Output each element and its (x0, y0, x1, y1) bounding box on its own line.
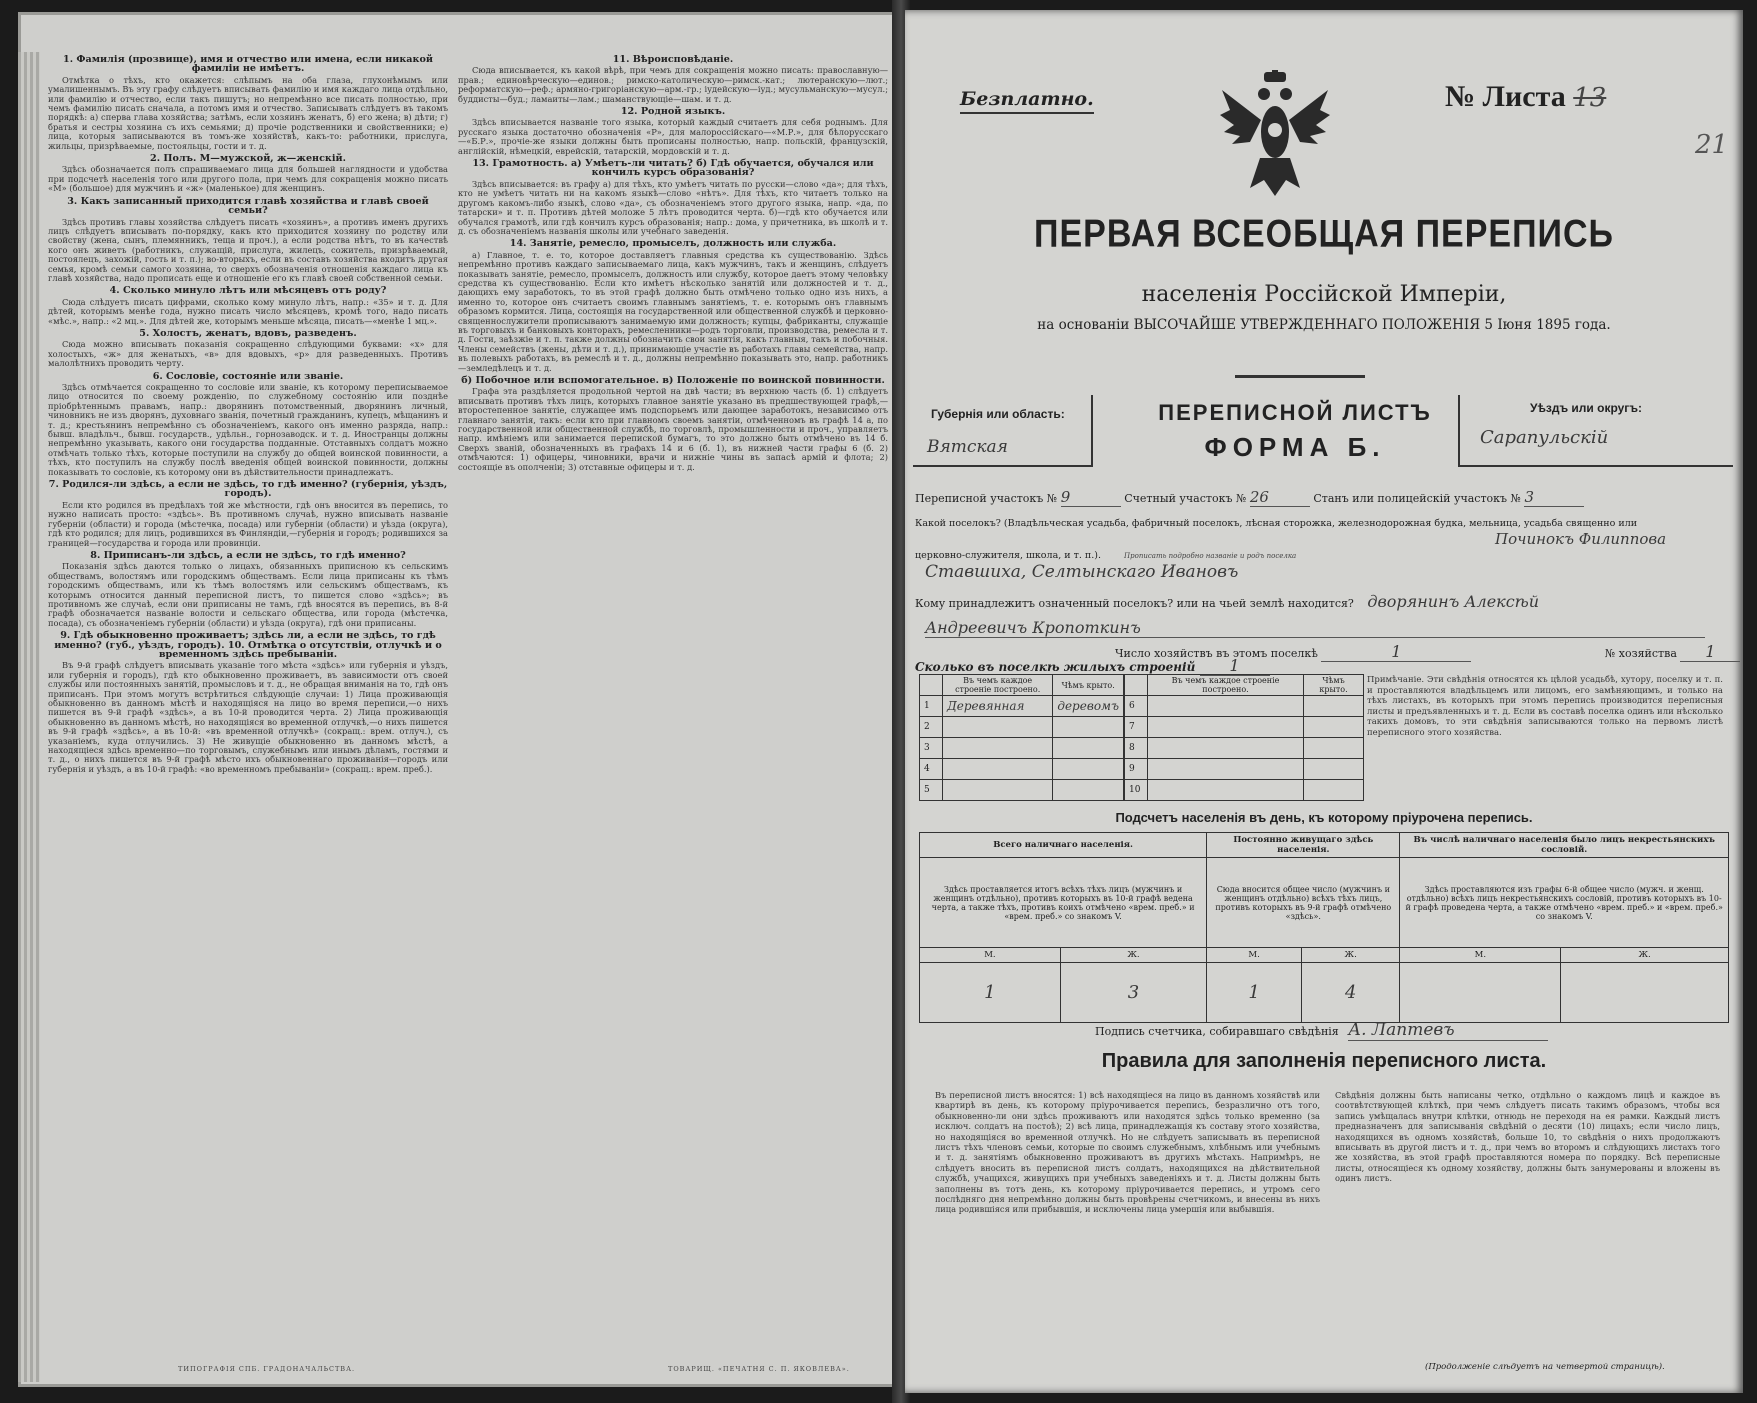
rules-column-2: Свѣдѣнія должны быть написаны четко, отдѣльно о каждомъ лицѣ и каждое въ соотвѣтствующей клѣткѣ, при чемъ слѣдуетъ писать такимъ образомъ, чтобы вся запись умѣщалась внутри клѣтки, отнюдь не переходя на ея рамки. Каждый листъ предназначенъ для записыванія свѣдѣній о десяти (10) лицахъ; если число лицъ, находящихся въ одномъ хозяйствѣ, больше 10, то свѣдѣнія о нихъ продолжаютъ вписывать въ другой листъ и т. д., при чемъ во второмъ и слѣдующихъ листахъ того же хозяйства, въ этой графѣ проставляются номера по порядку. Всѣ переписные листы, относящіеся къ одному хозяйству, должны быть занумерованы и вложены въ одинъ листъ. (1335, 1090, 1720, 1184)
gubernia-value: Вятская (927, 437, 1008, 457)
pop-col-zh: Ж. (1060, 948, 1206, 963)
instruction-text: Если кто родился въ предѣлахъ той же мѣстности, гдѣ онъ вносится въ перепись, то нужно написать просто: «здѣсь». Въ противномъ случаѣ, нужно вписывать названіе губерніи (области) и города (мѣстечка, посада) или губерніи (области) и уѣзда (округа), гдѣ кто родился; для лицъ, родившихся въ Финляндіи,—губернія и городъ; родившихся за границей—государства и города или провинціи. (48, 499, 448, 548)
instruction-heading: 8. Приписанъ-ли здѣсь, а если не здѣсь, то гдѣ именно? (90, 549, 406, 561)
instruction-text: Сюда слѣдуетъ писать цифрами, сколько кому минуло лѣтъ, напр.: «35» и т. д. Для дѣтей, которымъ менѣе года, нужно писать число мѣсяцевъ, кромѣ того, надо писать «мѣс.», напр.: «2 мц.». Для дѣтей же, которымъ меньше мѣсяца, писать—«менѣе 1 мц.». (48, 296, 448, 326)
uezd-box (1458, 395, 1733, 467)
instruction-heading: 12. Родной языкъ. (620, 106, 726, 118)
buildings-label: Сколько въ поселкѣ жилыхъ строеній (915, 660, 1196, 674)
pop-desc-total: Здѣсь проставляется итогъ всѣхъ тѣхъ лицъ (мужчинъ и женщинъ отдѣльно), противъ которыхъ въ 10-й графѣ ведена черта, а также тѣхъ, противъ коихъ отмѣчено «врем. преб.» и «врем. преб.» со знакомъ V. (920, 858, 1207, 948)
owner-line (915, 592, 1539, 611)
building-material (1148, 696, 1304, 717)
instructions-column-1 (48, 52, 448, 777)
police-area-value: 3 (1524, 488, 1584, 507)
instruction-text: Здѣсь отмѣчается сокращенно то сословіе или званіе, къ которому переписываемое лицо относится по своему рожденію, по служебному состоянію или позднѣе пріобрѣтеннымъ правамъ, напр.: дворянинъ потомственный, дворянинъ личный, чиновникъ не изъ дворянъ, духовнаго званія, почетный гражданинъ, купецъ, мѣщанинъ и т. д.; крестьянинъ непремѣнно съ обозначеніемъ, какого онъ именно разряда, напр.: бывш. владѣльч., бывш. государств., удѣльн., горнозаводск. и т. д. Иностранцы должны непремѣнно указывать, какого они государства подданные. Отставныхъ солдатъ можно отмѣчать только тѣхъ, которые поступили на службу до общей воинской повинности, а тѣхъ, кто поступилъ на службу послѣ введенія общей воинской повинности, должны показывать то сословіе, къ которому они въ дѣйствительности принадлежатъ. (48, 382, 448, 477)
building-roof: деревомъ (1053, 696, 1124, 717)
building-material (943, 738, 1053, 759)
instruction-text: Здѣсь обозначается полъ спрашиваемаго лица для большей наглядности и удобства при подсчетѣ населенія того или другого пола, при чемъ для сокращенія можно писать «М» (большое) для мужчинъ и «ж» (маленькое) для женщинъ. (48, 164, 448, 194)
pop-col-zh: Ж. (1301, 948, 1400, 963)
gubernia-box (913, 395, 1093, 467)
instruction-heading: 9. Гдѣ обыкновенно проживаетъ; здѣсь ли, а если не здѣсь, то гдѣ именно? (губ., уѣздъ, городъ). 10. Отмѣтка о отсутствіи, отлучкѣ и о временномъ здѣсь пребываніи. (54, 630, 442, 660)
building-row (920, 738, 1124, 759)
pop-header-total: Всего наличнаго населенія. (920, 833, 1207, 858)
household-no-label: № хозяйства (1604, 647, 1677, 660)
building-roof-header: Чѣмъ крыто. (1304, 675, 1364, 696)
owner-value: дворянинъ Алексѣй (1367, 592, 1540, 611)
signature-line (1095, 1020, 1548, 1041)
buildings-value: 1 (1200, 656, 1270, 676)
footer-printer-right: ТОВАРИЩ. «ПЕЧАТНЯ С. П. ЯКОВЛЕВА». (668, 1365, 850, 1373)
building-no: 7 (1125, 717, 1148, 738)
right-page (905, 10, 1743, 1393)
building-no: 3 (920, 738, 943, 759)
pop-total-m: 1 (920, 963, 1061, 1023)
left-page (18, 12, 910, 1387)
pop-header-nonpeasant: Въ числѣ наличнаго населенія было лицъ некрестьянскихъ сословій. (1400, 833, 1729, 858)
settlement-kind-hint: Прописать подробно названіе и родъ поселка (1124, 552, 1297, 560)
precinct-label: Переписной участокъ № (915, 492, 1058, 505)
instruction-heading: 14. Занятіе, ремесло, промыселъ, должность или служба. (509, 238, 837, 250)
buildings-line (915, 656, 1270, 676)
document-title: ПЕРВАЯ ВСЕОБЩАЯ ПЕРЕПИСЬ (1034, 212, 1614, 256)
imperial-eagle-emblem (1220, 70, 1330, 200)
pop-col-zh: Ж. (1561, 948, 1729, 963)
building-row (920, 759, 1124, 780)
building-roof (1053, 717, 1124, 738)
rules-column-1: Въ переписной листъ вносятся: 1) всѣ находящіеся на лицо въ данномъ хозяйствѣ или квартирѣ въ день, къ которому пріурочивается перепись, безразлично отъ того, обыкновенно-ли они здѣсь проживаютъ или находятся здѣсь только временно (за исключ. солдатъ на постоѣ); 2) всѣ лица, принадлежащія къ составу этого хозяйства, но находящіяся во временной отлучкѣ. Но не слѣдуетъ записывать въ переписной листъ тѣхъ членовъ семьи, которые по своимъ служебнымъ, хлѣбнымъ или учебнымъ и т. д. занятіямъ обыкновенно проживаютъ въ другихъ мѣстахъ. Напримѣръ, не слѣдуетъ вносить въ переписной листъ солдатъ, находящихся на дѣйствительной службѣ, учащихся, живущихъ при учебныхъ заведеніяхъ и т. д. Листы должны быть заполнены въ тотъ день, къ которому пріурочивается перепись, и утромъ сего послѣдняго дня непремѣнно должны быть провѣрены счетчикомъ, и внесены въ нихъ лица родившіяся или прибывшія, и исключены лица умершія или выбывшія. (935, 1090, 1320, 1215)
building-no-header (920, 675, 943, 696)
precinct-value: 9 (1061, 488, 1121, 507)
rules-title: Правила для заполненія переписного листа. (1101, 1050, 1547, 1072)
building-row (920, 717, 1124, 738)
buildings-note: Примѣчаніе. Эти свѣдѣнія относятся къ цѣлой усадьбѣ, хутору, поселку и т. п. и проставляются владѣльцемъ или лицомъ, его замѣняющимъ, и только на тѣхъ листахъ, въ которыхъ при этомъ перепись производится переписныя листы и предъявленныхъ и т. д. Если въ составѣ поселка одинъ или нѣсколько такихъ домовъ, то эти свѣдѣнія записываются только на первомъ листѣ переписного этого хозяйства. (1367, 675, 1723, 738)
instruction-heading: 11. Вѣроисповѣданіе. (612, 54, 734, 65)
pop-desc-nonpeasant: Здѣсь проставляются изъ графы 6-й общее число (мужч. и женщ. отдѣльно) всѣхъ лицъ некрестьянскихъ сословій, противъ которыхъ въ 10-й графѣ проведена черта, а также отмѣчено «врем. преб.» и «врем. преб.» со знакомъ V. (1400, 858, 1729, 948)
building-row (920, 780, 1124, 801)
settlement-name-value: Починокъ Филиппова (1495, 530, 1667, 548)
instruction-heading: 7. Родился-ли здѣсь, а если не здѣсь, то гдѣ именно? (губернія, уѣздъ, городъ). (48, 479, 448, 500)
free-label: Безплатно. (960, 88, 1094, 114)
building-no: 6 (1125, 696, 1148, 717)
building-no: 5 (920, 780, 943, 801)
sheet-number-label: № Листа (1445, 80, 1566, 113)
instruction-text: Здѣсь противъ главы хозяйства слѣдуетъ писать «хозяинъ», а противъ именъ другихъ лицъ слѣдуетъ вписывать по-порядку, какъ кто приходится хозяину по родству или свойству (жена, сынъ, племянникъ, теща и проч.), а если родства нѣтъ, то въ качествѣ кого онъ живетъ (работникъ, служащій, прислуга, жилецъ, сожитель, призрѣваемый, постоялецъ, захожій, гость и т. п.); во-вторыхъ, если въ составъ хозяйства входитъ другая семья, кромѣ семьи самого хозяина, то сверхъ обозначенія отношенія каждаго лица къ главѣ хозяйства, надо прописать еще и отношеніе его къ главѣ своей собственной семьи. (48, 216, 448, 283)
instruction-heading: 3. Какъ записанный приходится главѣ хозяйства и главѣ своей семьи? (67, 195, 429, 217)
building-material (1148, 759, 1304, 780)
building-material (943, 759, 1053, 780)
uezd-label: Уѣздъ или округъ: (1530, 401, 1643, 415)
owner-value-cont: Андреевичъ Кропоткинъ (925, 618, 1705, 638)
police-area-label: Станъ или полицейскій участокъ № (1313, 492, 1521, 505)
instruction-heading: 4. Сколько минуло лѣтъ или мѣсяцевъ отъ роду? (109, 285, 387, 297)
population-table (919, 832, 1729, 1023)
building-row (1125, 780, 1364, 801)
settlement-kind-line (915, 550, 1296, 561)
sheet-number-value: 13 (1573, 83, 1607, 113)
building-row (1125, 738, 1364, 759)
document-legal-basis: на основаніи ВЫСОЧАЙШЕ УТВЕРЖДЕННАГО ПОЛОЖЕНІЯ 5 Іюня 1895 года. (1037, 317, 1611, 333)
building-no-header (1125, 675, 1148, 696)
pop-col-m: М. (1400, 948, 1561, 963)
building-roof (1053, 780, 1124, 801)
building-material-header: Въ чемъ каждое строеніе построено. (943, 675, 1053, 696)
instruction-text: Графа эта раздѣляется продольной чертой на двѣ части; въ верхнюю часть (б. 1) слѣдуетъ вписывать противъ тѣхъ лицъ, которыхъ главное занятіе указано въ предшествующей графѣ,—второстепенное занятіе, служащее имъ подспорьемъ или дающее заработокъ, независимо отъ главнаго занятія, такъ: если кто при главномъ своемъ занятіи, отмѣченномъ въ графѣ 14 а, по государственной или общественной службѣ, по торговлѣ, промышленности и проч., управляетъ напр. имѣніемъ или занимается перепиской бумагъ, то это должно быть отмѣчено въ 14 б. Сверхъ званій, обозначенныхъ въ графахъ 14 и 6 (б. 1), въ нижней части графы 6 (б. 2) отмѣчаются: 1) офицеры, чиновники, врачи и нижніе чины въ запасѣ армій и флота; 2) состоящіе въ ополченіи; 3) отставные офицеры и т. д. (458, 386, 888, 472)
instruction-heading: 5. Холостъ, женатъ, вдовъ, разведенъ. (139, 327, 357, 339)
settlement-kind-label: церковно-служителя, школа, и т. п.). (915, 550, 1101, 561)
sheet-number (1445, 80, 1606, 114)
building-material (1148, 780, 1304, 801)
instruction-text: Сюда можно вписывать показанія сокращенно слѣдующими буквами: «х» для холостыхъ, «ж» для женатыхъ, «в» для вдовыхъ, «р» для разведенныхъ. Противъ малолѣтнихъ проводить черту. (48, 339, 448, 369)
building-material (943, 780, 1053, 801)
building-roof (1304, 780, 1364, 801)
instruction-heading: 2. Полъ. М—мужской, ж—женскій. (150, 153, 346, 165)
building-no: 1 (920, 696, 943, 717)
gubernia-label: Губернія или область: (931, 407, 1065, 421)
building-roof (1053, 759, 1124, 780)
instruction-heading: 1. Фамилія (прозвище), имя и отчество или имена, если никакой фамиліи не имѣетъ. (63, 54, 433, 75)
page-stack-edge (18, 52, 40, 1382)
pop-total-zh: 3 (1060, 963, 1206, 1023)
households-label: Число хозяйствъ въ этомъ поселкѣ (1115, 647, 1318, 660)
instruction-heading: 13. Грамотность. а) Умѣетъ-ли читать? б) Гдѣ обучается, обучался или кончилъ курсъ образованія? (472, 158, 874, 179)
owner-label: Кому принадлежитъ означенный поселокъ? или на чьей землѣ находится? (915, 597, 1354, 610)
settlement-type-line: Какой поселокъ? (Владѣльческая усадьба, фабричный поселокъ, лѣсная сторожка, железнодорожная будка, мельница, усадьба священно или (915, 518, 1638, 529)
building-material-header: Въ чемъ каждое строеніе построено. (1148, 675, 1304, 696)
form-title-line1: ПЕРЕПИСНОЙ ЛИСТЪ (1158, 400, 1432, 425)
footer-printer-left: ТИПОГРАФІЯ СПБ. ГРАДОНАЧАЛЬСТВА. (178, 1365, 356, 1373)
building-roof (1053, 738, 1124, 759)
pop-header-permanent: Постоянно живущаго здѣсь населенія. (1207, 833, 1400, 858)
households-value: 1 (1321, 642, 1471, 662)
building-row (1125, 696, 1364, 717)
pop-nonpeasant-zh (1561, 963, 1729, 1023)
instruction-text: Сюда вписывается, къ какой вѣрѣ, при чемъ для сокращенія можно писать: православную—прав.; единовѣрческую—единов.; римско-католическую—римск.-кат.; лютеранскую—лют.; реформатскую—реф.; армяно-григоріанскую—арм.-гр.; іудейскую—іуд.; мусульманскую—мусул.; буддисты—буд.; ламаиты—лам.; шаманствующіе—шам. и т. д. (458, 65, 888, 104)
instruction-text: Въ 9-й графѣ слѣдуетъ вписывать указаніе того мѣста «здѣсь» или губернія и уѣздъ, или губернія и городъ), гдѣ кто обыкновенно проживаетъ, въ зависимости отъ своей службы или постоянныхъ занятій, промысловъ и т. д., не обращая вниманія на то, гдѣ онъ приписанъ. При этомъ могутъ встрѣтиться слѣдующіе случаи: 1) Лица проживающія обыкновенно въ данномъ мѣстѣ и находящіяся на лицо во время переписи,—о нихъ пишется въ 9-й графѣ «здѣсь», а въ 10-й проводится черта. 2) Лица проживающія обыкновенно въ данномъ мѣстѣ, но находящіяся во временной отлучкѣ,—о нихъ пишется въ 9-й графѣ «здѣсь», а въ 10-й: «въ временной отлучкѣ» (сокращ.: врем. отлуч.), съ указаніемъ, куда отлучились. 3) Не живущіе обыкновенно въ данномъ мѣстѣ, а находящіеся здѣсь временно—по торговымъ, служебнымъ или инымъ дѣламъ, гостями и т. д., о нихъ пишется въ 9-й графѣ мѣсто ихъ обыкновеннаго проживанія—городъ или губернія и уѣздъ, а въ 10-й графѣ: «во временномъ пребываніи» (сокращ.: врем. преб.). (48, 660, 448, 774)
household-no-value: 1 (1680, 642, 1740, 662)
building-no: 8 (1125, 738, 1148, 759)
building-roof (1304, 759, 1364, 780)
title-rule (1235, 375, 1365, 378)
instruction-text: Отмѣтка о тѣхъ, кто окажется: слѣпымъ на оба глаза, глухонѣмымъ или умалишеннымъ. Въ эту графу слѣдуетъ вписывать фамилію и имя каждаго лица отдѣльно, или фамилію и отчество, если такъ пишутъ; но непремѣнно все писать полностью, при чемъ фамилію писать сначала, а потомъ имя и отчество. Записывать слѣдуетъ въ такомъ порядкѣ: а) сперва глава хозяйства; затѣмъ, если хозяинъ женатъ, б) его жена; в) дѣти; г) братья и сестры хозяина съ ихъ семьями; д) прочіе родственники и свойственники; е) лица, которыя записываются въ томъ-же хозяйствѣ, какъ-то: работники, прислуга, жильцы, призрѣваемые, постояльцы, гости и т. д. (48, 74, 448, 151)
pop-nonpeasant-m (1400, 963, 1561, 1023)
form-title-line2: ФОРМА Б. (1204, 432, 1386, 462)
building-no: 4 (920, 759, 943, 780)
pop-permanent-m: 1 (1207, 963, 1302, 1023)
instruction-heading: 6. Сословіе, состояніе или званіе. (152, 370, 344, 382)
building-roof (1304, 696, 1364, 717)
handwritten-page-number: 21 (1695, 130, 1729, 160)
instruction-text: Показанія здѣсь даются только о лицахъ, обязанныхъ приписною къ сельскимъ обществамъ, волостямъ или городскимъ обществамъ. Если лица приписаны къ тѣмъ городскимъ обществамъ, или къ тѣмъ волостямъ или сельскимъ обществамъ, къ которымъ относится данный переписной листъ, то пишется слово «здѣсь»; въ противномъ же случаѣ, если они приписаны не тамъ, гдѣ вносятся въ перепись, въ 8-й графѣ обозначается названіе волости и сельскаго общества, или города (мѣстечка, посада), съ обозначеніемъ губерніи (области) и уѣзда (округа), гдѣ они приписаны. (48, 561, 448, 628)
count-area-value: 26 (1250, 488, 1310, 507)
building-row (1125, 759, 1364, 780)
building-roof (1304, 738, 1364, 759)
settlement-kind-value: Ставшиха, Селтынскаго Ивановъ (925, 562, 1239, 582)
instructions-column-2 (458, 52, 888, 475)
building-row (1125, 717, 1364, 738)
building-no: 9 (1125, 759, 1148, 780)
building-no: 10 (1125, 780, 1148, 801)
instruction-heading: б) Побочное или вспомогательное. в) Положеніе по воинской повинности. (461, 375, 885, 386)
counter-signature: А. Лаптевъ (1348, 1020, 1548, 1041)
document-subtitle: населенія Россійской Имперіи, (1141, 282, 1507, 307)
count-area-label: Счетный участокъ № (1124, 492, 1247, 505)
pop-col-m: М. (920, 948, 1061, 963)
pop-desc-permanent: Сюда вносится общее число (мужчинъ и женщинъ отдѣльно) всѣхъ тѣхъ лицъ, противъ которыхъ въ 9-й графѣ отмѣчено «здѣсь». (1207, 858, 1400, 948)
building-row (920, 696, 1124, 717)
building-material (943, 717, 1053, 738)
instruction-text: Здѣсь вписывается названіе того языка, который каждый считаетъ для себя роднымъ. Для русскаго языка достаточно обозначенія «Р», для малороссійскаго—«М.Р.», для бѣлорусскаго—«Б.Р.», прочіе-же языки должны быть прописаны полностью, напр. польскій, французскій, англійскій, нѣмецкій, еврейскій, татарскій, мордовскій и т. д. (458, 117, 888, 156)
form-title (1158, 396, 1431, 464)
instruction-text: Здѣсь вписывается: въ графу а) для тѣхъ, кто умѣетъ читать по русски—слово «да»; для тѣхъ, кто не умѣетъ читать ни на какомъ языкѣ—слово «нѣтъ». Для тѣхъ, кто читаетъ только на другомъ какомъ-либо языкѣ, слово «да», съ обозначеніемъ этого другого языка, напр. «да, по татарски» и т. п. Противъ дѣтей моложе 5 лѣтъ проводится черта. б)—гдѣ кто обучается или обучался грамотѣ, или гдѣ кончилъ курсъ образованія; напр.: дома, у причетника, въ школѣ и т. д. съ обозначеніемъ названія школы или учебнаго заведенія. (458, 178, 888, 236)
building-material (1148, 738, 1304, 759)
precinct-line (915, 488, 1584, 507)
building-roof (1304, 717, 1364, 738)
rules-continued-note: (Продолженіе слѣдуетъ на четвертой страницѣ). (1425, 1362, 1665, 1372)
building-material (1148, 717, 1304, 738)
uezd-value: Сарапульскій (1480, 427, 1609, 448)
pop-permanent-zh: 4 (1301, 963, 1400, 1023)
pop-col-m: М. (1207, 948, 1302, 963)
signature-label: Подпись счетчика, собиравшаго свѣдѣнія (1095, 1025, 1339, 1038)
instruction-text: а) Главное, т. е. то, которое доставляетъ главныя средства къ существованію. Здѣсь непремѣнно противъ каждаго записываемаго лица, какъ мужчинъ, такъ и женщинъ, слѣдуетъ показывать занятіе, ремесло, промыселъ, должность или службу, которое даетъ этому человѣку средства къ существованію. Если кто имѣетъ нѣсколько занятій или должностей и т. д., дающихъ ему заработокъ, то въ этой графѣ должно быть отмѣчено только одно изъ нихъ, а именно то, которое онъ считаетъ своимъ главнымъ занятіемъ, т. е. которымъ онъ главнымъ образомъ кормится. Лица, состоящія на государственной или общественной службѣ и церковно-священнослужители прописываютъ занимаемую ими должность; купцы, фабриканты, служащіе въ торговыхъ и банковыхъ конторахъ, ремесленники—родъ торговли, производства, ремесла и т. д. Гости, заѣзжіе и т. п. также должны обозначить свои занятія, какъ главныя, такъ и побочныя. Члены семействъ (жены, дѣти и т. д.), принимающіе участіе въ работахъ главы семейства, напр. въ полевыхъ работахъ, въ ремеслѣ и т. д., должны непремѣнно показывать это, напр. работникъ—земледѣлецъ и т. д. (458, 249, 888, 373)
building-roof-header: Чѣмъ крыто. (1053, 675, 1124, 696)
building-material: Деревянная (943, 696, 1053, 717)
buildings-table (919, 674, 1364, 801)
population-count-title: Подсчетъ населенія въ день, къ которому пріурочена перепись. (1115, 810, 1533, 825)
building-no: 2 (920, 717, 943, 738)
